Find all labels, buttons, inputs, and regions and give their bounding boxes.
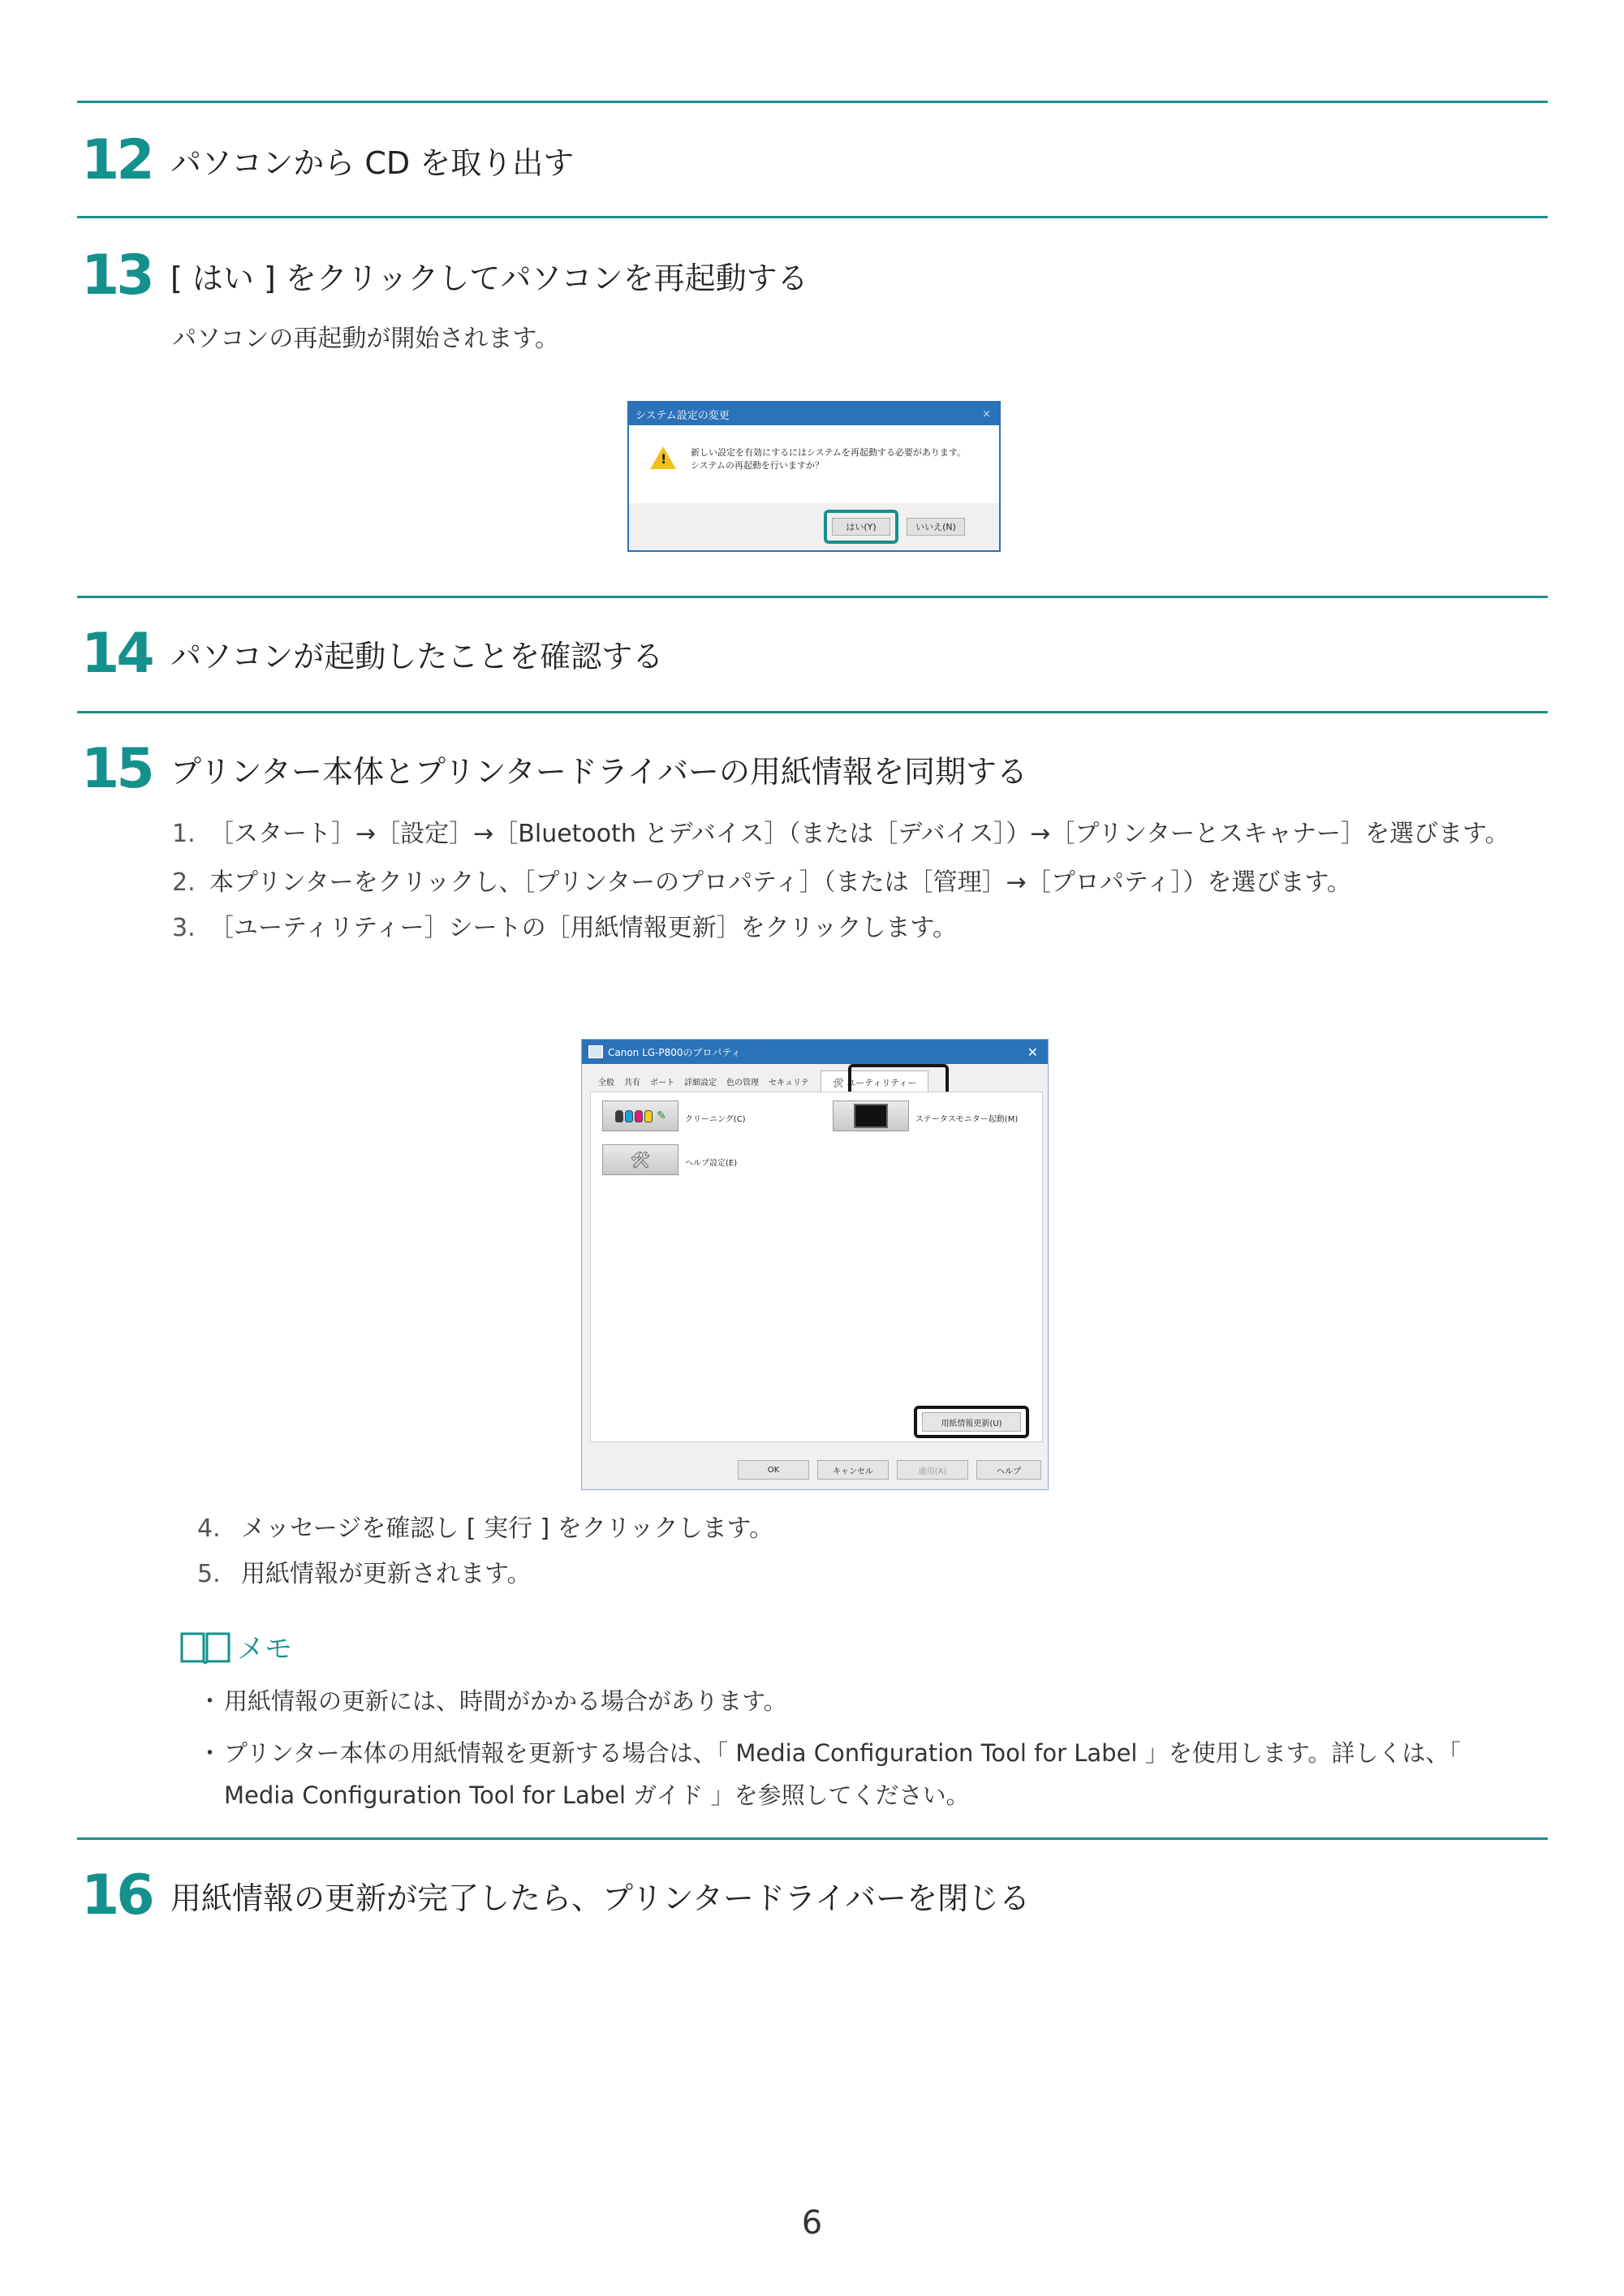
tab-label: ユーティリティー (846, 1078, 917, 1088)
list-item: 2. 本プリンターをクリックし、［プリンターのプロパティ］（または［管理］→［プロパティ］）を選びます。 (172, 868, 1351, 897)
step-13 (81, 243, 808, 308)
brush-icon: ✎ (657, 1109, 666, 1122)
step-number: 14 (81, 622, 152, 686)
ink-icon (625, 1110, 633, 1122)
tools-icon: 🛠 (630, 1150, 651, 1170)
message-line: システムの再起動を行いますか？ (691, 460, 824, 471)
step-12 (81, 128, 574, 192)
book-icon (179, 1629, 232, 1665)
ok-button[interactable]: OK (738, 1460, 809, 1480)
highlight-frame (914, 1406, 1029, 1438)
tab-color-management[interactable]: 色の管理 (726, 1079, 759, 1088)
dialog-titlebar (629, 403, 999, 425)
section-divider (77, 1837, 1548, 1840)
step-title: [ はい ] をクリックしてパソコンを再起動する (170, 261, 808, 296)
dialog-footer (629, 503, 999, 550)
tab-security[interactable]: セキュリテ (769, 1079, 809, 1088)
section-divider (77, 216, 1548, 218)
step-title: パソコンから CD を取り出す (170, 145, 575, 181)
help-settings-button[interactable] (602, 1144, 678, 1175)
status-monitor-button[interactable] (833, 1101, 909, 1131)
section-divider (77, 101, 1548, 103)
step-number: 16 (81, 1863, 152, 1928)
printer-properties-dialog (581, 1039, 1049, 1490)
step-body: パソコンの再起動が開始されます。 (172, 325, 559, 353)
tab-sharing[interactable]: 共有 (624, 1079, 640, 1088)
step-title: パソコンが起動したことを確認する (170, 639, 664, 674)
monitor-icon (854, 1104, 888, 1128)
ink-icon (615, 1110, 623, 1122)
dialog-content (629, 425, 999, 498)
memo-item: ・ 用紙情報の更新には、時間がかかる場合があります。 (198, 1687, 787, 1715)
step-title: 用紙情報の更新が完了したら、プリンタードライバーを閉じる (170, 1880, 1031, 1916)
tab-ports[interactable]: ポート (650, 1079, 674, 1088)
memo-item: ・ プリンター本体の用紙情報を更新する場合は、「 Media Configuration Tool for Label 」を使用します。詳しくは、「 Media Configuration Tool for Label ガイド 」を参照してください。 (198, 1739, 1461, 1809)
media-update-button[interactable]: 用紙情報更新(U) (922, 1412, 1021, 1432)
cancel-button[interactable]: キャンセル (817, 1460, 889, 1480)
message-line: 新しい設定を有効にするにはシステムを再起動する必要があります。 (691, 447, 967, 458)
section-divider (77, 596, 1548, 598)
ink-icon (635, 1110, 643, 1122)
instruction-list (197, 1506, 773, 1597)
step-number: 13 (81, 243, 152, 308)
memo-list (198, 1680, 1537, 1816)
highlight-frame (824, 510, 898, 544)
step-16 (81, 1863, 1030, 1928)
list-item: 3. ［ユーティリティー］シートの［用紙情報更新］をクリックします。 (172, 914, 957, 942)
dialog-title: Canon LG-P800のプロパティ (608, 1046, 741, 1058)
list-item: 4. メッセージを確認し [ 実行 ] をクリックします。 (197, 1514, 774, 1543)
memo-heading (179, 1626, 292, 1666)
step-15 (81, 737, 1027, 801)
close-icon[interactable]: × (982, 407, 991, 420)
step-number: 15 (81, 737, 152, 801)
tab-general[interactable]: 全般 (598, 1079, 614, 1088)
step-14 (81, 622, 663, 686)
help-button[interactable]: ヘルプ (976, 1460, 1041, 1480)
printer-icon (588, 1045, 603, 1058)
restart-dialog (627, 401, 1001, 552)
dialog-title: システム設定の変更 (635, 409, 730, 422)
memo-title: メモ (237, 1633, 292, 1665)
no-button[interactable]: いいえ(N) (907, 518, 965, 536)
dialog-titlebar (582, 1040, 1048, 1064)
step-number: 12 (81, 128, 152, 192)
apply-button[interactable]: 適用(A) (897, 1460, 968, 1480)
tools-icon: 🛠 (832, 1078, 847, 1088)
yes-button[interactable]: はい(Y) (832, 518, 890, 536)
warning-icon (650, 446, 676, 469)
step-title: プリンター本体とプリンタードライバーの用紙情報を同期する (170, 754, 1028, 790)
cleaning-label: クリーニング(C) (685, 1115, 746, 1124)
tab-advanced[interactable]: 詳細設定 (684, 1079, 717, 1088)
cleaning-button[interactable] (602, 1101, 678, 1131)
list-item: 5. 用紙情報が更新されます。 (197, 1560, 532, 1588)
page-number: 6 (801, 2204, 823, 2242)
list-item: 1. ［スタート］→［設定］→［Bluetooth とデバイス］（または［デバイス］）→［プリンターとスキャナー］を選びます。 (172, 820, 1510, 848)
dialog-message (691, 446, 966, 472)
ink-icon (644, 1110, 653, 1122)
help-settings-label: ヘルプ設定(E) (685, 1159, 738, 1168)
close-icon[interactable]: ✕ (1027, 1044, 1038, 1060)
instruction-list (172, 812, 1552, 951)
section-divider (77, 711, 1548, 713)
utility-panel (590, 1092, 1043, 1442)
status-monitor-label: ステータスモニター起動(M) (915, 1115, 1019, 1124)
